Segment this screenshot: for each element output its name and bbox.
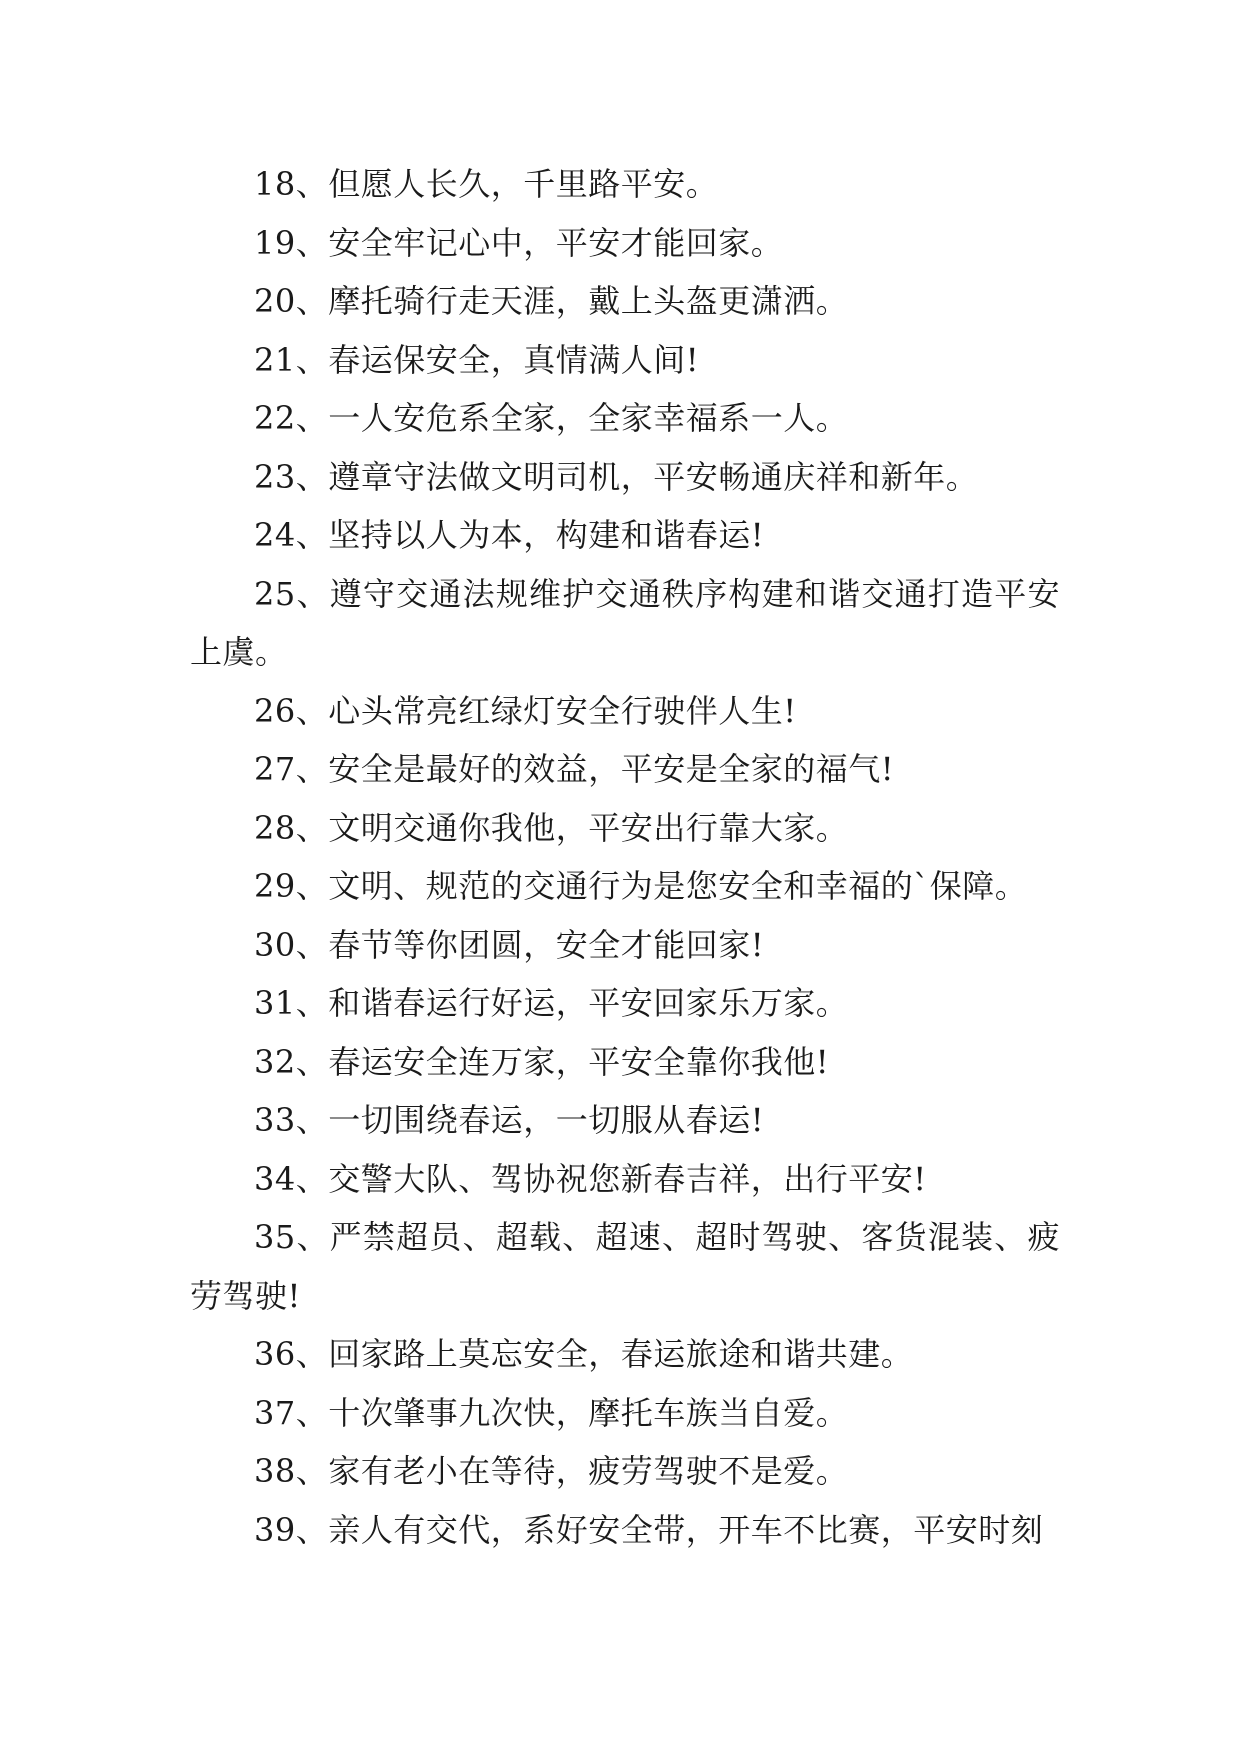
- paragraph: 29、文明、规范的交通行为是您安全和幸福的`保障。: [254, 867, 1028, 905]
- paragraph: 39、亲人有交代，系好安全带，开车不比赛，平安时刻: [254, 1510, 1044, 1549]
- paragraph: 31、和谐春运行好运，平安回家乐万家。: [254, 984, 849, 1022]
- paragraph: 20、摩托骑行走天涯，戴上头盔更潇洒。: [254, 282, 849, 320]
- paragraph: 36、回家路上莫忘安全，春运旅途和谐共建。: [254, 1335, 914, 1373]
- paragraph: 18、但愿人长久，千里路平安。: [254, 165, 719, 203]
- paragraph: 30、春节等你团圆，安全才能回家!: [254, 925, 765, 964]
- paragraph: 33、一切围绕春运，一切服从春运!: [254, 1101, 765, 1139]
- paragraph: 24、坚持以人为本，构建和谐春运!: [254, 516, 765, 554]
- paragraph: 22、一人安危系全家，全家幸福系一人。: [254, 399, 849, 437]
- paragraph: 25、遵守交通法规维护交通秩序构建和谐交通打造平安上虞。: [190, 574, 1060, 671]
- paragraph: 23、遵章守法做文明司机，平安畅通庆祥和新年。: [254, 457, 979, 496]
- paragraph: 19、安全牢记心中，平安才能回家。: [254, 223, 784, 262]
- paragraph: 32、春运安全连万家，平安全靠你我他!: [254, 1042, 830, 1081]
- document-body: [190, 155, 1060, 1559]
- paragraph: 35、严禁超员、超载、超速、超时驾驶、客货混装、疲劳驾驶!: [190, 1218, 1060, 1315]
- paragraph: 27、安全是最好的效益，平安是全家的福气!: [254, 750, 895, 788]
- paragraph: 26、心头常亮红绿灯安全行驶伴人生!: [254, 691, 797, 730]
- paragraph: 37、十次肇事九次快，摩托车族当自爱。: [254, 1393, 849, 1432]
- paragraph: 38、家有老小在等待，疲劳驾驶不是爱。: [254, 1452, 849, 1490]
- paragraph: 34、交警大队、驾协祝您新春吉祥，出行平安!: [254, 1159, 927, 1198]
- paragraph: 28、文明交通你我他，平安出行靠大家。: [254, 808, 849, 847]
- paragraph: 21、春运保安全，真情满人间!: [254, 340, 700, 379]
